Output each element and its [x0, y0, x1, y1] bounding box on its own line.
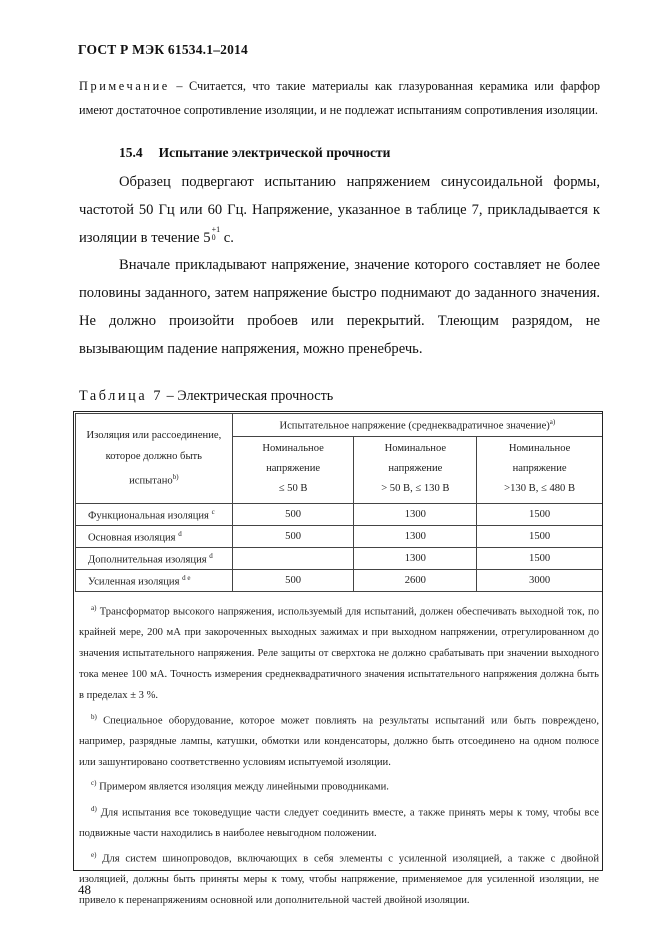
test-voltage-header-text: Испытательное напряжение (среднеквадратичное значение) [279, 420, 550, 432]
table-cell: 3000 [477, 570, 603, 592]
row-label-text: Усиленная изоляция [88, 576, 180, 588]
paragraph-text-end: с. [220, 230, 234, 246]
duration-tolerance [212, 226, 221, 242]
table-header-row [76, 414, 603, 437]
voltage-header-line: напряжение [388, 463, 443, 474]
voltage-range-value: > 50 В, ≤ 130 В [381, 483, 450, 494]
note-paragraph [79, 74, 600, 122]
insulation-header-text: Изоляция или рассоединение, которое должно быть испытано [86, 430, 222, 487]
footnote-e [79, 845, 599, 912]
footnote-mark: a) [549, 418, 556, 427]
paragraph-test-voltage [79, 168, 600, 252]
note-text: – Считается, что такие материалы как глазурованная керамика или фарфор имеют достаточное сопротивление изоляции, и не подлежат испытаниям сопротивления изоляции. [79, 79, 600, 117]
table-cell: 1500 [477, 526, 603, 548]
table-row [76, 548, 603, 570]
table-row [76, 526, 603, 548]
row-label [76, 570, 233, 592]
footnote-mark: d [178, 529, 182, 538]
voltage-header-line: Номинальное [384, 443, 447, 454]
footnote-mark: b) [91, 712, 97, 721]
footnote-text: Для испытания все токоведущие части следует соединить вместе, а также принять меры к тому, чтобы все подвижные части находились в наиболее невыгодном положении. [79, 807, 599, 840]
table-caption-text: – Электрическая прочность [163, 388, 334, 404]
footnote-text: Для систем шинопроводов, включающих в себя элементы с усиленной изоляцией, а также с двойной изоляцией, должны быть приняты меры к тому, чтобы напряжение, применяемое для усиленной изоляции, не привело к перенапряжениям основной или дополнительной частей двойной изоляции. [79, 853, 599, 907]
table-cell: 1300 [354, 504, 477, 526]
table-cell: 1300 [354, 526, 477, 548]
tolerance-upper: +1 [211, 225, 221, 234]
row-label-text: Дополнительная изоляция [88, 554, 207, 566]
row-label-text: Функциональная изоляция [88, 510, 209, 522]
paragraph-voltage-ramp: Вначале прикладывают напряжение, значение которого составляет не более половины заданного, затем напряжение быстро поднимают до заданного значения. Не должно произойти пробоев или перекрытий. Тлеющим разрядом, не вызывающим падение напряжения, можно пренебречь. [79, 257, 600, 357]
row-label [76, 526, 233, 548]
table-cell [232, 548, 354, 570]
voltage-range-value: >130 В, ≤ 480 В [504, 483, 576, 494]
footnote-text: Специальное оборудование, которое может повлиять на результаты испытаний или быть повреждено, например, разрядные лампы, катушки, обмотки или конденсаторы, должно быть отсоединено на одном полюсе или зашунтировано соответственно условиям испытуемой изоляции. [79, 715, 599, 768]
footnote-mark: c) [91, 779, 97, 788]
table-cell: 1500 [477, 504, 603, 526]
document-header: ГОСТ Р МЭК 61534.1–2014 [78, 42, 248, 57]
row-label-text: Основная изоляция [88, 532, 176, 544]
footnote-mark: e) [91, 850, 97, 859]
section-title: Испытание электрической прочности [158, 145, 391, 160]
footnote-mark: d e [182, 573, 191, 582]
table-cell: 500 [232, 504, 354, 526]
footnote-d [79, 799, 599, 845]
voltage-range-header [354, 437, 477, 504]
row-label [76, 504, 233, 526]
footnote-mark: d [209, 551, 213, 560]
footnote-text: Примером является изоляция между линейными проводниками. [96, 781, 389, 793]
voltage-header-line: Номинальное [508, 443, 571, 454]
duration-number: 5 [203, 230, 211, 246]
voltage-header-line: Номинальное [262, 443, 324, 454]
paragraph-text: Образец подвергают испытанию напряжением синусоидальной формы, частотой 50 Гц или 60 Гц. Напряжение, указанное в таблице 7, прикладывается к изоляции в течение [79, 174, 600, 246]
table-cell: 500 [232, 570, 354, 592]
voltage-header-line: напряжение [512, 463, 567, 474]
section-number: 15.4 [119, 145, 143, 160]
table-caption-label: Таблица 7 [79, 388, 164, 404]
table-caption [79, 388, 333, 405]
footnote-mark: d) [91, 804, 97, 813]
footnote-mark: a) [91, 604, 97, 612]
table-row [76, 570, 603, 592]
footnote-a [79, 598, 599, 707]
footnote-c [79, 773, 599, 798]
tolerance-lower: 0 [211, 233, 216, 242]
footnote-text: Трансформатор высокого напряжения, используемый для испытаний, должен обеспечивать выходной ток, по крайней мере, 200 мА при закороченных выходных зажимах и при выходном напряжении, отрегулированном до значения испытательного напряжения. Реле защиты от сверхтока не должно срабатывать при значении выходного тока менее 100 мА. Точность измерения среднеквадратичного значения испытательного напряжения должна быть в пределах ± 3 %. [79, 606, 599, 701]
voltage-range-header [477, 437, 603, 504]
insulation-column-header [76, 414, 233, 504]
table-cell: 1300 [354, 548, 477, 570]
footnote-mark: b) [172, 473, 179, 482]
table-footnotes [79, 598, 599, 912]
table-row [76, 504, 603, 526]
test-voltage-group-header [232, 414, 602, 437]
table-cell: 1500 [477, 548, 603, 570]
footnote-mark: c [211, 507, 215, 516]
table-cell: 2600 [354, 570, 477, 592]
table-cell: 500 [232, 526, 354, 548]
voltage-header-line: напряжение [266, 463, 321, 474]
section-heading [119, 145, 390, 161]
duration-value [203, 225, 221, 246]
voltage-range-header [232, 437, 354, 504]
row-label [76, 548, 233, 570]
dielectric-strength-table [75, 413, 603, 592]
voltage-range-value: ≤ 50 В [278, 483, 308, 494]
note-label: Примечание [79, 79, 170, 93]
page-number: 48 [78, 882, 91, 897]
footnote-b [79, 707, 599, 774]
